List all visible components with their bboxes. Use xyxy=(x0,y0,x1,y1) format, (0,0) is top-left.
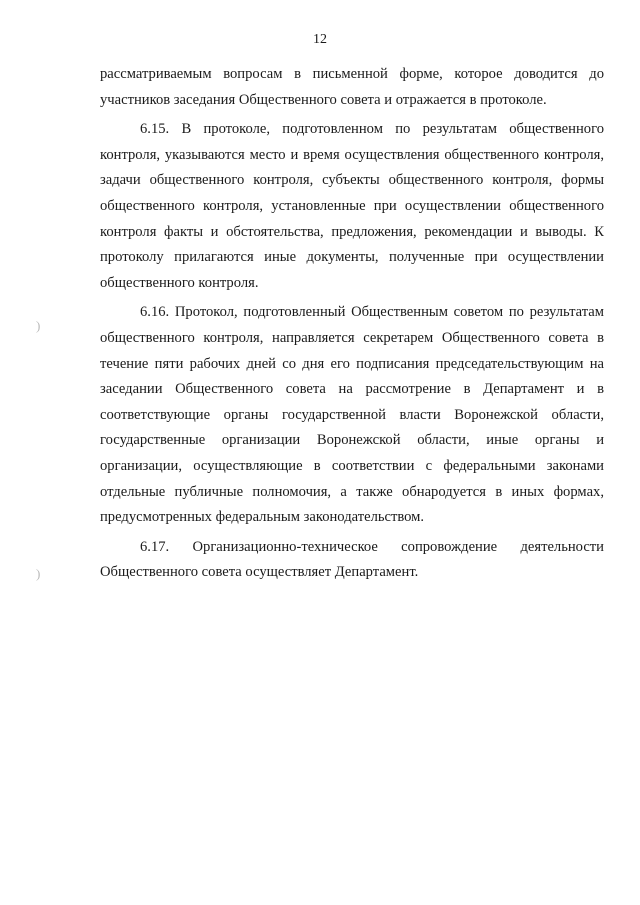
margin-bracket-mark: ) xyxy=(36,566,41,581)
page-number: 12 xyxy=(313,32,327,47)
paragraph-6-16: 6.16. Протокол, подготовленный Общественным советом по результатам общественного контроля, направляется секретарем Общественного совета в течение пяти рабочих дней со дня его подписания председательствующим на заседании Общественного совета на рассмотрение в Департамент и в соответствующие органы государственной власти Воронежской области, государственные организации Воронежской области, иные органы и организации, осуществляющие в соответствии с федеральными законами отдельные публичные полномочия, а также обнародуется в иных формах, предусмотренных федеральным законодательством. xyxy=(100,304,604,526)
paragraph-continuation: рассматриваемым вопросам в письменной форме, которое доводится до участников заседания Общественного совета и отражается в протоколе. xyxy=(100,66,604,108)
document-body xyxy=(100,62,604,590)
paragraph-6-15: 6.15. В протоколе, подготовленном по результатам общественного контроля, указываются место и время осуществления общественного контроля, задачи общественного контроля, субъекты общественного контроля, формы общественного контроля, установленные при осуществлении общественного контроля факты и обстоятельства, предложения, рекомендации и выводы. К протоколу прилагаются иные документы, полученные при осуществлении общественного контроля. xyxy=(100,121,604,291)
paragraph-6-17: 6.17. Организационно-техническое сопровождение деятельности Общественного совета осуществляет Департамент. xyxy=(100,538,604,581)
margin-bracket-mark: ) xyxy=(36,318,41,333)
